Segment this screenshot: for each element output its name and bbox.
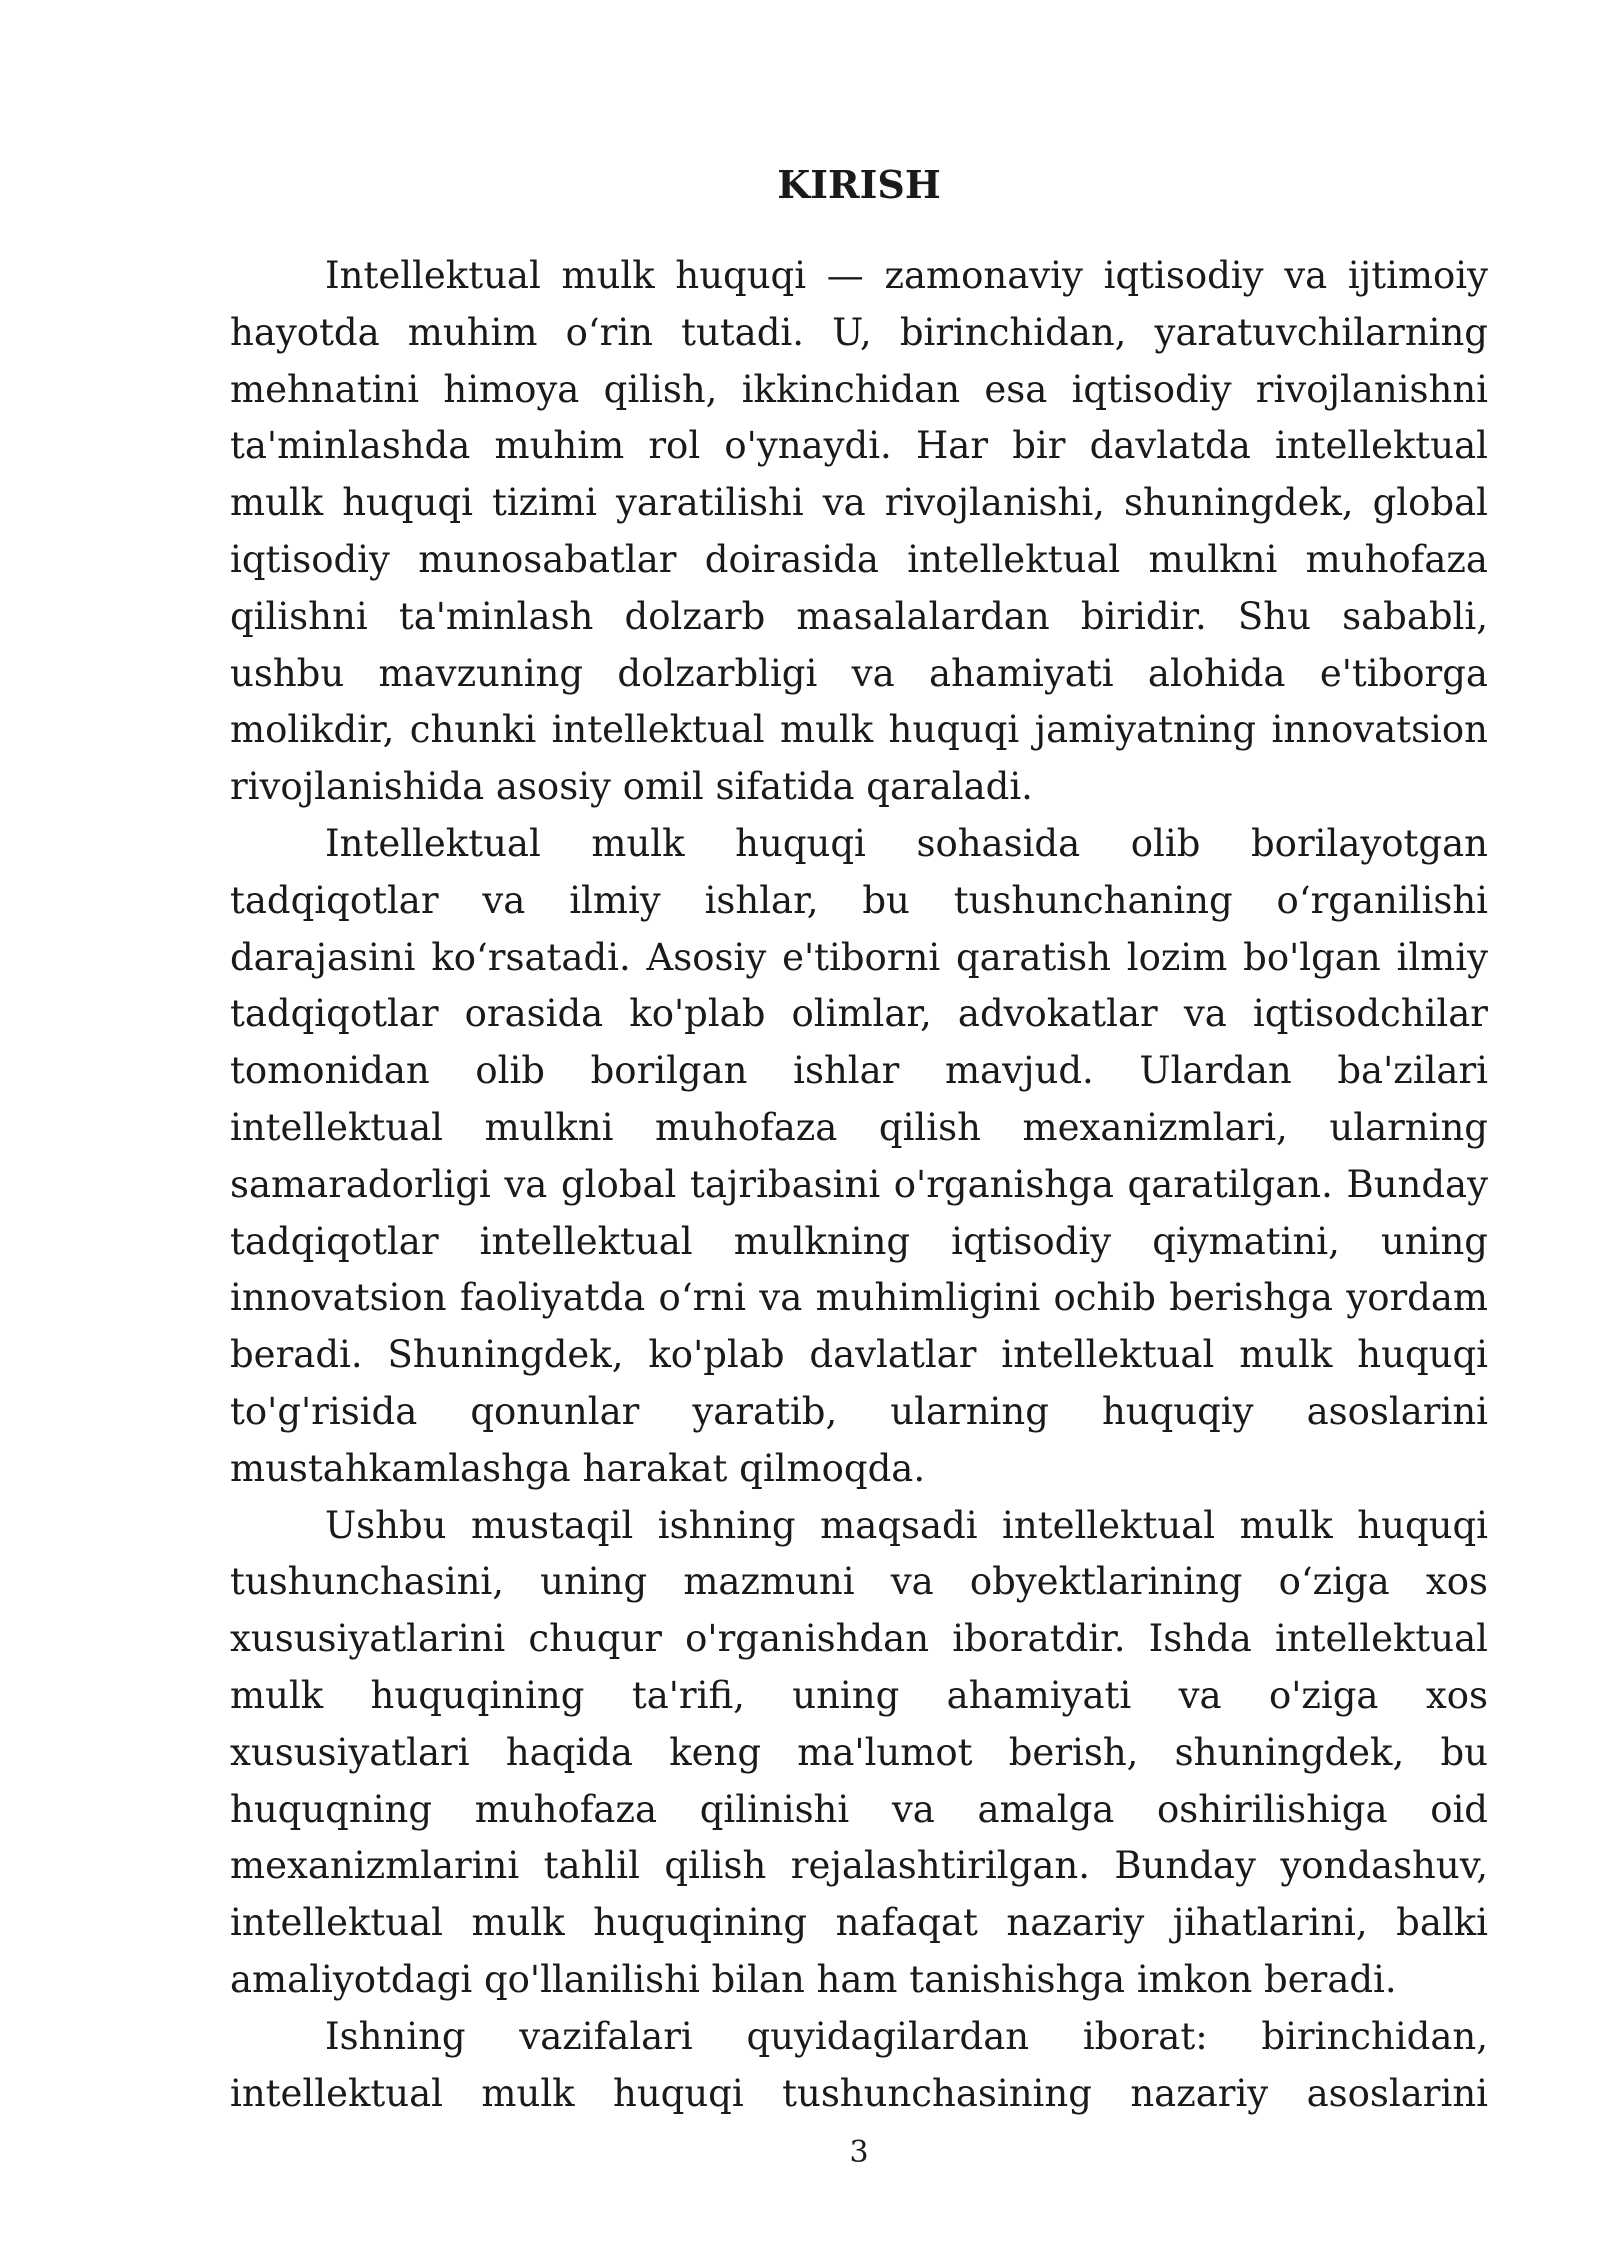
paragraph-continued: Ishning vazifalari quyidagilardan iborat: birinchidan, intellektual mulk huquqi tushunchasining nazariy asoslarini (230, 2014, 1488, 2115)
body-text (230, 248, 1488, 2122)
section-title: KIRISH (777, 162, 941, 207)
page-number: 3 (849, 2135, 869, 2170)
paragraph: Ushbu mustaqil ishning maqsadi intellektual mulk huquqi tushunchasini, uning mazmuni va obyektlarining o‘ziga xos xususiyatlarini chuqur o'rganishdan iboratdir. Ishda intellektual mulk huquqining ta'rifi, uning ahamiyati va o'ziga xos xususiyatlari haqida keng ma'lumot berish, shuningdek, bu huquqning muhofaza qilinishi va amalga oshirilishiga oid mexanizmlarini tahlil qilish rejalashtirilgan. Bunday yondashuv, intellektual mulk huquqining nafaqat nazariy jihatlarini, balki amaliyotdagi qo'llanilishi bilan ham tanishishga imkon beradi. (230, 1503, 1488, 2001)
paragraph: Intellektual mulk huquqi — zamonaviy iqtisodiy va ijtimoiy hayotda muhim o‘rin tutadi. U, birinchidan, yaratuvchilarning mehnatini himoya qilish, ikkinchidan esa iqtisodiy rivojlanishni ta'minlashda muhim rol o'ynaydi. Har bir davlatda intellektual mulk huquqi tizimi yaratilishi va rivojlanishi, shuningdek, global iqtisodiy munosabatlar doirasida intellektual mulkni muhofaza qilishni ta'minlash dolzarb masalalardan biridir. Shu sababli, ushbu mavzuning dolzarbligi va ahamiyati alohida e'tiborga molikdir, chunki intellektual mulk huquqi jamiyatning innovatsion rivojlanishida asosiy omil sifatida qaraladi. (230, 254, 1488, 809)
paragraph: Intellektual mulk huquqi sohasida olib borilayotgan tadqiqotlar va ilmiy ishlar, bu tushunchaning o‘rganilishi darajasini ko‘rsatadi. Asosiy e'tiborni qaratish lozim bo'lgan ilmiy tadqiqotlar orasida ko'plab olimlar, advokatlar va iqtisodchilar tomonidan olib borilgan ishlar mavjud. Ulardan ba'zilari intellektual mulkni muhofaza qilish mexanizmlari, ularning samaradorligi va global tajribasini o'rganishga qaratilgan. Bunday tadqiqotlar intellektual mulkning iqtisodiy qiymatini, uning innovatsion faoliyatda o‘rni va muhimligini ochib berishga yordam beradi. Shuningdek, ko'plab davlatlar intellektual mulk huquqi to'g'risida qonunlar yaratib, ularning huquqiy asoslarini mustahkamlashga harakat qilmoqda. (230, 821, 1488, 1490)
